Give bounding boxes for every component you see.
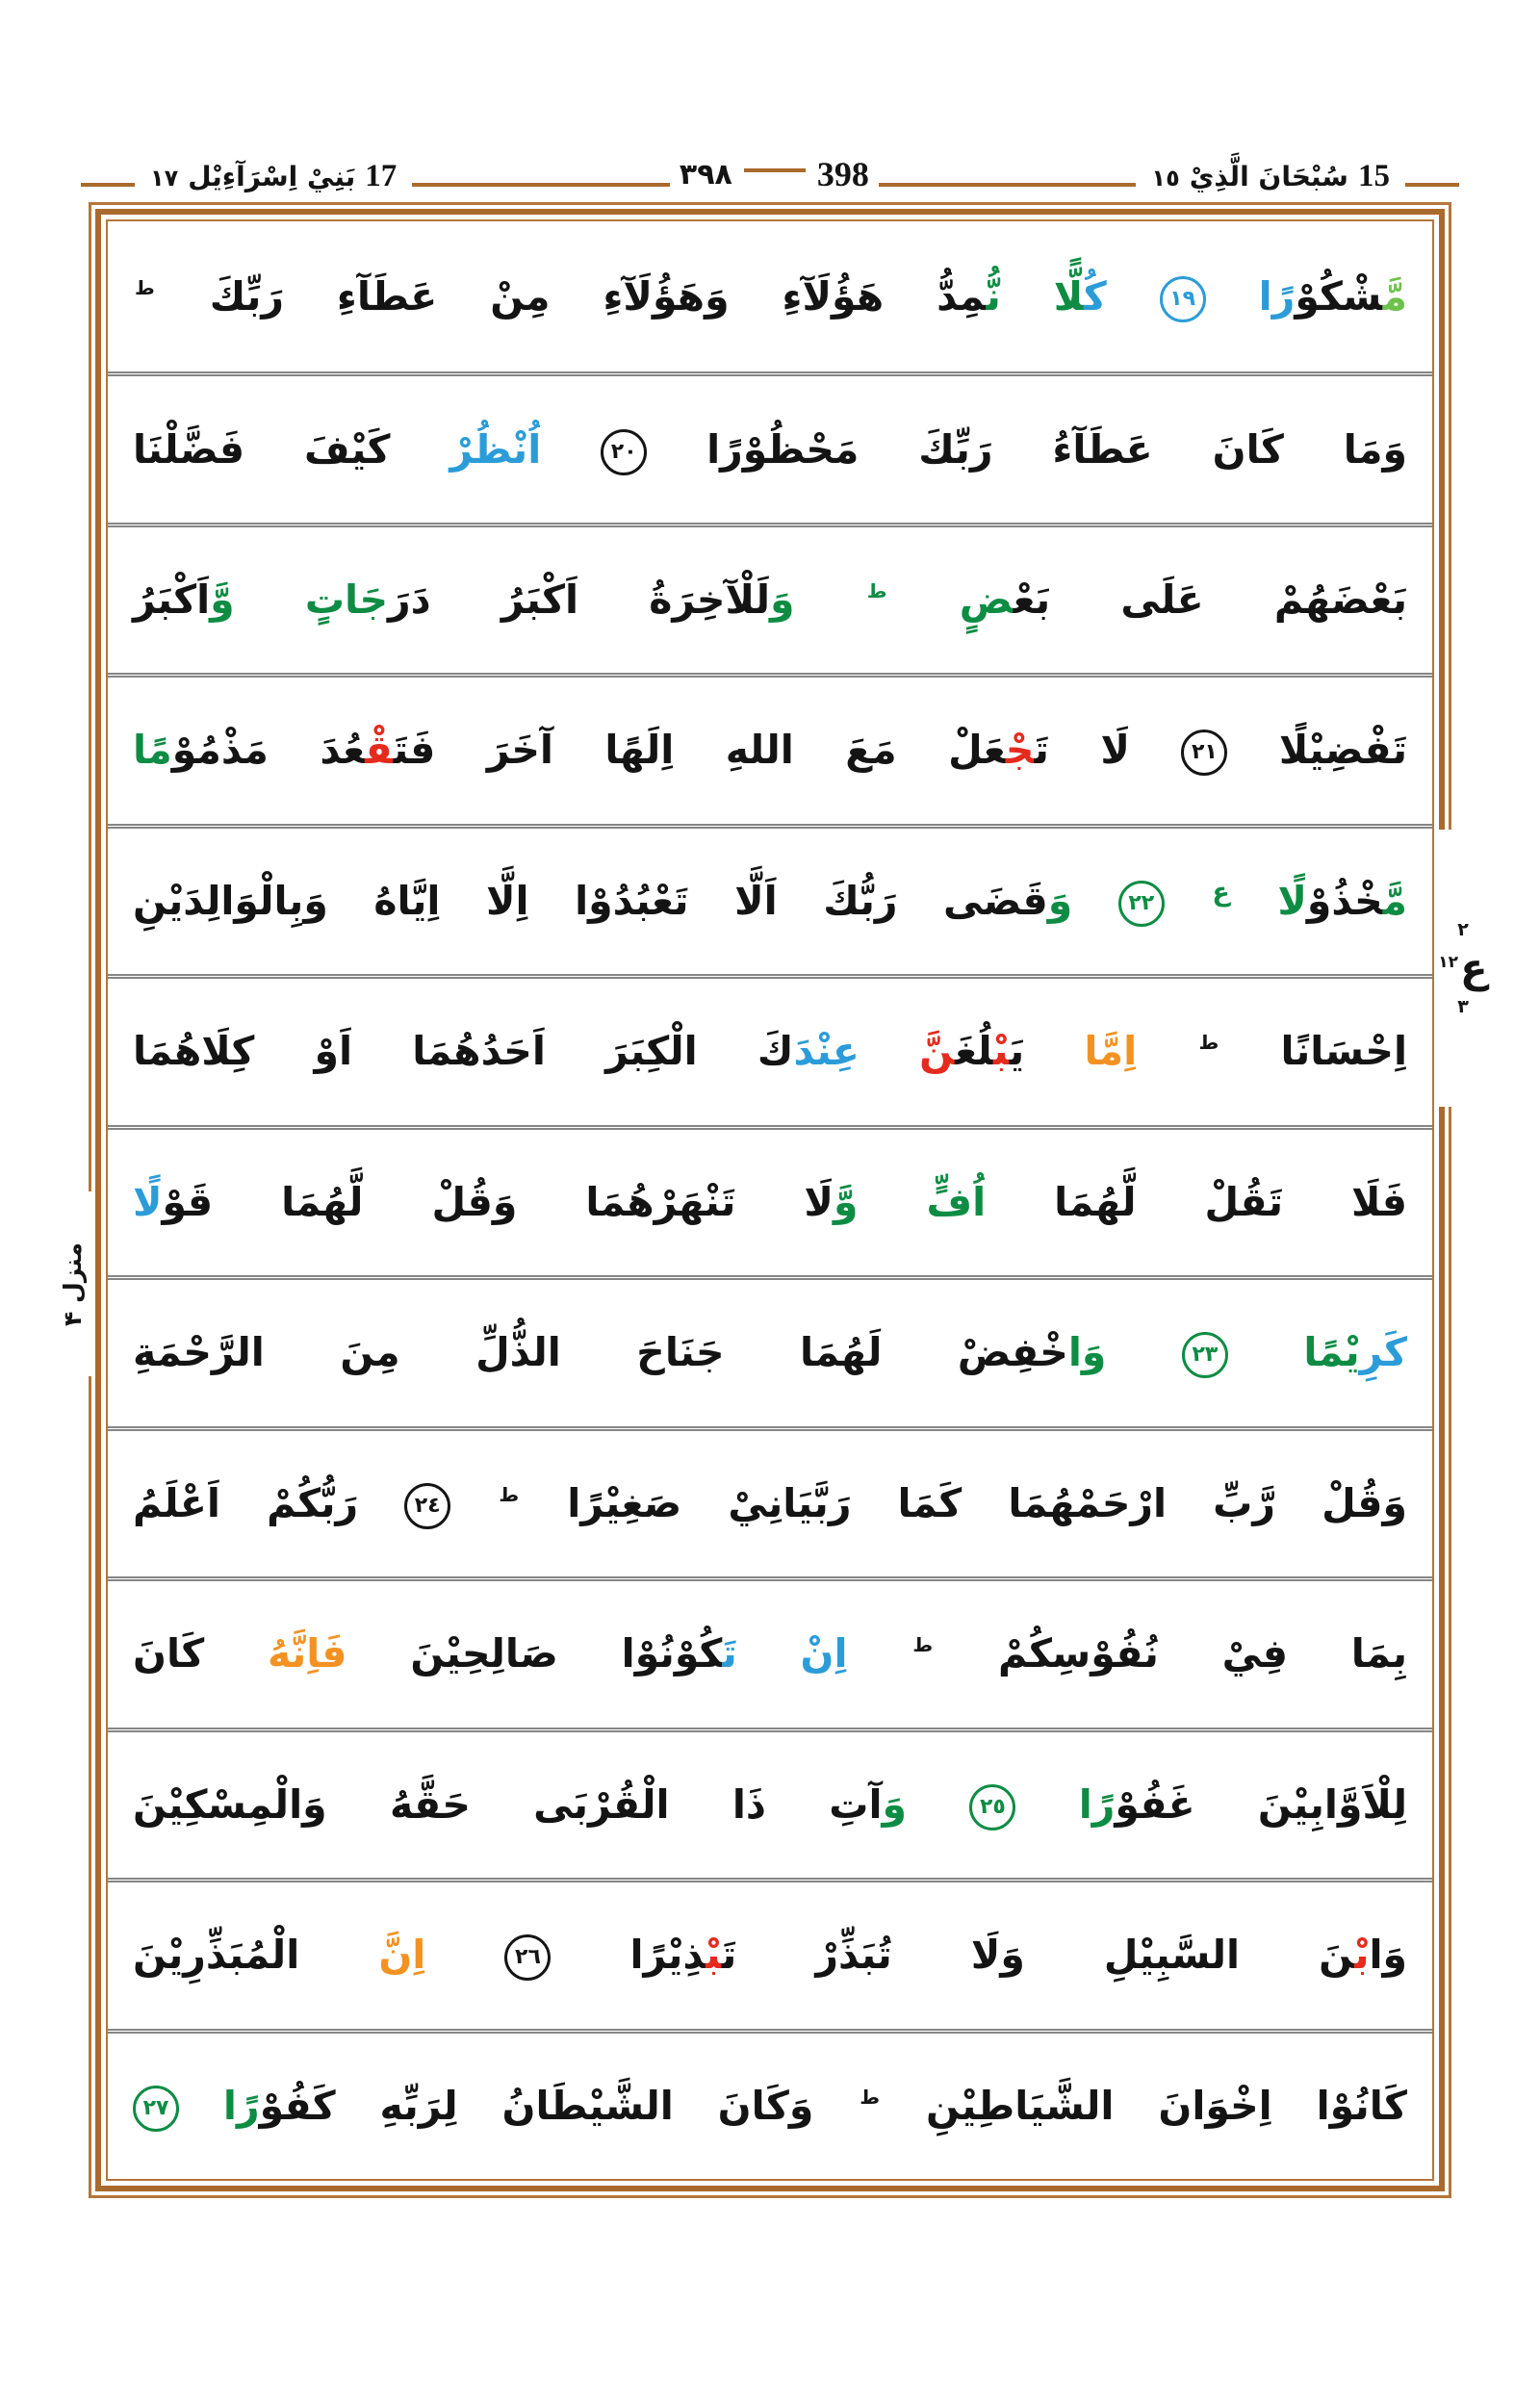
verse-marker: ٢٧	[133, 2086, 179, 2132]
word-segment: وَكَانَ الشَّيْطَانُ لِرَبِّهِ كَفُوْ	[259, 2082, 814, 2129]
quran-line-7	[108, 1125, 1432, 1275]
surah-number-western: 17	[365, 159, 398, 193]
quran-line-12	[108, 1878, 1432, 2028]
word-segment: ‍ذِيْرًا	[629, 1932, 706, 1979]
word-segment: اِنَّ	[378, 1932, 426, 1979]
waqf-mark: ط	[866, 579, 887, 602]
juz-label	[1136, 159, 1405, 196]
word-segment: وَّ	[210, 576, 235, 623]
word-segment: اُفٍّ	[926, 1178, 987, 1225]
word-segment: خْفِضْ لَهُمَا جَنَاحَ الذُّلِّ مِنَ الرَّحْمَةِ	[133, 1329, 1068, 1376]
quran-line-8	[108, 1275, 1432, 1425]
word-segment: وَقُلْ رَّبِّ ارْحَمْهُمَا كَمَا رَبَّيَانِيْ صَغِيْرًا	[567, 1479, 1407, 1526]
word-segment: رًا	[1258, 272, 1296, 320]
ayah-text	[108, 2081, 1432, 2132]
word-segment: اُنْظُرْ	[449, 425, 542, 473]
word-segment: رًا	[1078, 1780, 1116, 1828]
word-segment: كُ‍	[1083, 272, 1107, 320]
word-segment: رَبُّكُمْ اَعْلَمُ	[133, 1479, 359, 1526]
word-segment: كَ الْكِبَرَ اَحَدُهُمَا اَوْ كِلَاهُمَا	[133, 1028, 794, 1075]
ayah-text	[108, 1177, 1432, 1228]
page-number-dash	[744, 168, 806, 172]
word-segment: بَعْضَهُمْ عَلَى بَعْ‍	[1013, 576, 1407, 623]
word-segment: تَفْضِيْلًا	[1278, 727, 1408, 774]
word-segment: اِمَّا	[1084, 1028, 1138, 1075]
word-segment: وَ	[882, 1780, 908, 1828]
word-segment: لَا تَ‍	[1034, 727, 1130, 774]
page-number-western: 398	[816, 155, 869, 193]
waqf-mark: ط	[912, 1633, 934, 1657]
verse-marker: ٢٦	[504, 1934, 551, 1981]
ayah-text	[108, 1026, 1432, 1077]
word-segment: كَيْفَ فَضَّلْنَا	[133, 425, 391, 473]
word-segment: كَانُوْا اِخْوَانَ الشَّيَاطِيْنِ	[925, 2082, 1407, 2129]
frame-inner-rule	[106, 219, 1434, 2181]
word-segment: ‍جْ‍	[1005, 727, 1035, 774]
verse-marker: ٢٤	[404, 1483, 450, 1529]
header-row	[0, 125, 1540, 196]
ruku-number-top: ٢	[1457, 919, 1469, 940]
word-segment: رًا	[222, 2082, 260, 2129]
word-segment: ‍نَّ	[919, 1028, 956, 1075]
word-segment: ‍مِدُّ هَؤُلَآءِ وَهَؤُلَآءِ مِنْ عَطَآءِ رَبِّكَ	[209, 272, 987, 320]
word-segment: قَضَى رَبُّكَ اَلَّا تَعْبُدُوْا اِلَّا اِيَّاهُ وَبِالْوَالِدَيْنِ	[133, 877, 1048, 924]
frame-thick-rule	[95, 209, 1445, 2191]
verse-marker: ١٩	[1160, 276, 1206, 322]
word-segment: لَلْآخِرَةُ اَكْبَرُ دَرَ	[388, 576, 770, 623]
word-segment: ‍بْ‍	[992, 1028, 1010, 1075]
ayah-text	[108, 424, 1432, 475]
quran-line-1	[108, 221, 1432, 371]
surah-name: بَنِيْ اِسْرَآءِيْل	[188, 161, 356, 192]
word-segment: وَ	[770, 576, 795, 623]
word-segment: ‍قْ‍	[365, 727, 394, 774]
surah-number-arabic: ١٧	[150, 165, 179, 192]
word-segment: ‍لُغَ‍	[955, 1028, 993, 1075]
page-number-arabic: ٣٩٨	[679, 157, 732, 192]
ayah-text	[108, 1779, 1432, 1831]
word-segment: فَلَا تَقُلْ لَّهُمَا	[1054, 1178, 1407, 1225]
juz-number-western: 15	[1357, 159, 1390, 193]
word-segment: عِنْدَ	[793, 1028, 860, 1075]
page-header	[0, 125, 1540, 196]
quran-line-9	[108, 1426, 1432, 1576]
word-segment: آتِ ذَا الْقُرْبَى حَقَّهُ وَالْمِسْكِيْنَ	[133, 1780, 883, 1828]
manzil-marker	[50, 1191, 94, 1376]
quran-line-10	[108, 1576, 1432, 1727]
surah-label	[135, 159, 412, 196]
word-segment: ‍شْكُوْ	[1295, 272, 1383, 320]
ruku-number-bottom: ٣	[1457, 996, 1469, 1017]
ruku-marker	[1438, 830, 1488, 1107]
quran-line-3	[108, 523, 1432, 673]
word-segment: بْ‍	[1354, 1932, 1370, 1979]
verse-marker: ٢٠	[601, 429, 647, 475]
word-segment: لِلْاَوَّابِيْنَ غَفُوْ	[1115, 1780, 1407, 1828]
word-segment: مَّ‍	[1382, 877, 1408, 924]
ayah-text	[108, 1327, 1432, 1378]
ruku-end-mark: ع	[1212, 877, 1230, 908]
word-segment: وَ	[1047, 877, 1073, 924]
juz-number-arabic: ١٥	[1151, 165, 1180, 192]
ayah-text	[108, 876, 1432, 927]
word-segment: ‍لًّا	[1053, 272, 1084, 320]
quran-line-11	[108, 1728, 1432, 1878]
word-segment: وَا	[1067, 1329, 1107, 1376]
ruku-letter: ع	[1460, 944, 1488, 991]
page-frame	[89, 202, 1451, 2198]
ayah-text	[108, 1478, 1432, 1529]
word-segment: يَ‍	[1009, 1028, 1025, 1075]
quran-line-13	[108, 2029, 1432, 2179]
word-segment: فَاِنَّهُ	[268, 1630, 347, 1677]
quran-line-5	[108, 824, 1432, 974]
word-segment: مًا	[133, 727, 172, 774]
waqf-mark: ط	[499, 1482, 520, 1506]
verse-marker: ٢٥	[969, 1784, 1015, 1831]
ayah-text	[108, 271, 1432, 322]
word-segment: ‍كُوْنُوْا صَالِحِيْنَ	[410, 1630, 723, 1677]
word-segment: الْمُبَذِّرِيْنَ	[133, 1932, 300, 1979]
ayah-text	[108, 575, 1432, 626]
waqf-mark: ط	[1198, 1031, 1219, 1055]
word-segment: اَكْبَرُ	[133, 576, 211, 623]
word-segment: مَّ‍	[1382, 272, 1407, 320]
verse-marker: ٢٣	[1182, 1332, 1228, 1378]
waqf-mark: ط	[135, 275, 155, 299]
quran-line-2	[108, 371, 1432, 522]
ruku-ain-mark	[1438, 944, 1488, 991]
word-segment: ‍ضٍ	[959, 576, 1014, 623]
word-segment: كَرِ	[1359, 1329, 1407, 1376]
text-block	[108, 221, 1432, 2179]
manzil-label: منزل ۴	[58, 1242, 87, 1326]
verse-marker: ٢٢	[1118, 881, 1165, 927]
word-segment: ‍نَ السَّبِيْلِ وَلَا تُبَذِّرْ تَ‍	[721, 1932, 1355, 1979]
quran-line-6	[108, 974, 1432, 1124]
waqf-mark: ط	[860, 2085, 881, 2109]
word-segment: بِمَا فِيْ نُفُوْسِكُمْ	[997, 1630, 1408, 1677]
word-segment: لًا	[1277, 877, 1307, 924]
quran-line-4	[108, 673, 1432, 823]
word-segment: اِنْ تَ‍	[722, 1630, 848, 1677]
page-number	[670, 154, 879, 196]
ruku-ayah-count: ١٢	[1438, 952, 1459, 972]
word-segment: لَا تَنْهَرْهُمَا وَقُلْ لَّهُمَا قَوْ	[162, 1178, 834, 1225]
word-segment: نُّ‍	[986, 272, 1001, 320]
word-segment: ‍عَلْ مَعَ اللهِ اِلَهًا آخَرَ فَتَ‍	[393, 727, 1006, 774]
word-segment: يْمًا	[1303, 1329, 1360, 1376]
verse-marker: ٢١	[1181, 730, 1227, 776]
word-segment: كَانَ	[133, 1630, 205, 1677]
word-segment: وَمَا كَانَ عَطَآءُ رَبِّكَ مَحْظُوْرًا	[706, 425, 1407, 473]
word-segment: جَاتٍ	[304, 576, 389, 623]
word-segment: ‍بْ‍	[706, 1932, 722, 1979]
word-segment: ‍خْذُوْ	[1306, 877, 1383, 924]
word-segment: وَّ	[833, 1178, 859, 1225]
ayah-text	[108, 1628, 1432, 1679]
word-segment: اِحْسَانًا	[1280, 1028, 1408, 1075]
word-segment: لًا	[133, 1178, 163, 1225]
word-segment: ‍عُدَ مَذْمُوْ	[171, 727, 366, 774]
juz-name: سُبْحَانَ الَّذِيْ	[1189, 161, 1348, 192]
ayah-text	[108, 725, 1432, 776]
ayah-text	[108, 1930, 1432, 1981]
word-segment: وَا	[1369, 1932, 1408, 1979]
